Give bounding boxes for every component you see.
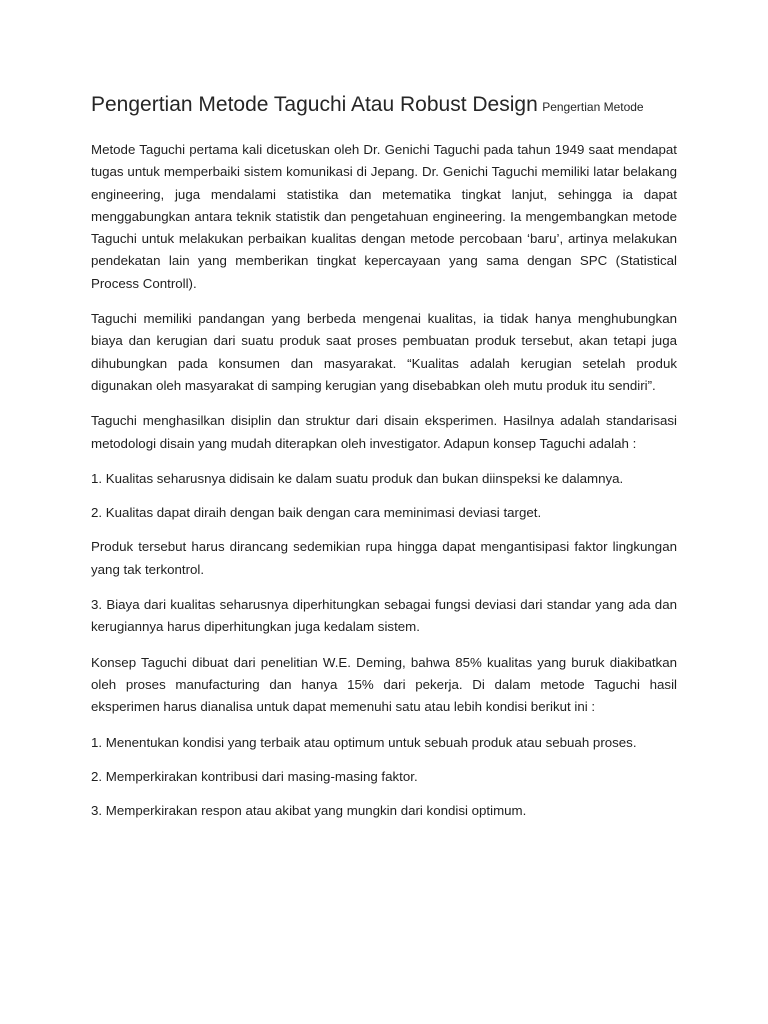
document-title-row	[91, 90, 677, 122]
condition-item-1: 1. Menentukan kondisi yang terbaik atau optimum untuk sebuah produk atau sebuah proses.	[91, 734, 637, 750]
concept-item-1: 1. Kualitas seharusnya didisain ke dalam suatu produk dan bukan diinspeksi ke dalamnya.	[91, 470, 624, 486]
paragraph-intro: Metode Taguchi pertama kali dicetuskan oleh Dr. Genichi Taguchi pada tahun 1949 saat mendapat tugas untuk memperbaiki sistem komunikasi di Jepang. Dr. Genichi Taguchi memiliki latar belakang engineering, juga mendalami statistika dan metematika tingkat lanjut, sehingga ia dapat menggabungkan antara teknik statistik dan pengetahuan engineering. Ia mengembangkan metode Taguchi untuk melakukan perbaikan kualitas dengan metode percobaan ‘baru’, artinya melakukan pendekatan lain yang memberikan tingkat kepercayaan yang sama dengan SPC (Statistical Process Controll).	[91, 142, 677, 291]
document-title: Pengertian Metode Taguchi Atau Robust Design	[91, 93, 538, 116]
condition-item-3: 3. Memperkirakan respon atau akibat yang mungkin dari kondisi optimum.	[91, 803, 527, 819]
condition-item-2: 2. Memperkirakan kontribusi dari masing-masing faktor.	[91, 768, 418, 784]
document-page	[91, 90, 677, 834]
paragraph-deming: Konsep Taguchi dibuat dari penelitian W.E. Deming, bahwa 85% kualitas yang buruk diakibatkan oleh proses manufacturing dan hanya 15% dari pekerja. Di dalam metode Taguchi hasil eksperimen harus dianalisa untuk dapat memenuhi satu atau lebih kondisi berikut ini :	[91, 654, 677, 715]
concept-item-3: 3. Biaya dari kualitas seharusnya diperhitungkan sebagai fungsi deviasi dari standar yang ada dan kerugiannya harus diperhitungkan juga kedalam sistem.	[91, 597, 677, 635]
document-title-suffix: Pengertian Metode	[542, 100, 644, 114]
paragraph-concepts-intro: Taguchi menghasilkan disiplin dan struktur dari disain eksperimen. Hasilnya adalah standarisasi metodologi disain yang mudah diterapkan oleh investigator. Adapun konsep Taguchi adalah :	[91, 413, 677, 451]
paragraph-quality-view: Taguchi memiliki pandangan yang berbeda mengenai kualitas, ia tidak hanya menghubungkan biaya dan kerugian dari suatu produk saat proses pembuatan produk tersebut, akan tetapi juga dihubungkan pada konsumen dan masyarakat. “Kualitas adalah kerugian setelah produk digunakan oleh masyarakat di samping kerugian yang disebabkan oleh mutu produk itu sendiri”.	[91, 311, 677, 393]
concept-item-2: 2. Kualitas dapat diraih dengan baik dengan cara meminimasi deviasi target.	[91, 505, 542, 521]
paragraph-product-design: Produk tersebut harus dirancang sedemikian rupa hingga dapat mengantisipasi faktor lingkungan yang tak terkontrol.	[91, 539, 677, 577]
